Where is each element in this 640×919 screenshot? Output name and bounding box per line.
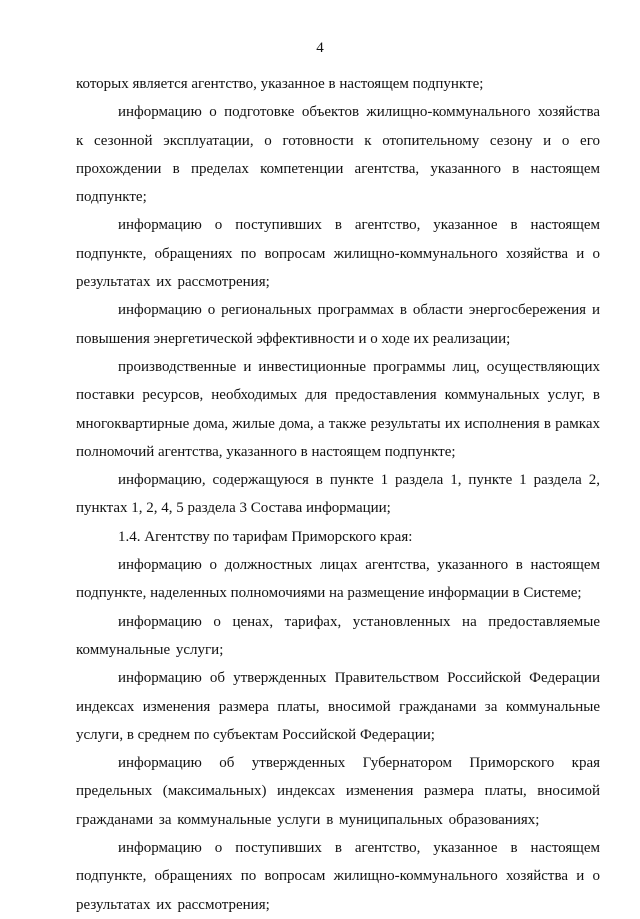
paragraph-governor-indices: информацию об утвержденных Губернатором Приморского края предельных (максимальных) индексах изменения размера платы, вносимой гражданами за коммунальные услуги в муниципальных образованиях;	[76, 755, 600, 828]
paragraph-seasonal-readiness: информацию о подготовке объектов жилищно-коммунального хозяйства к сезонной эксплуатации, о готовности к отопительному сезону и о его прохождении в пределах компетенции агентства, указанного в настоящем подпункте;	[76, 104, 600, 206]
document-body	[76, 70, 600, 919]
section-heading-1-4: 1.4. Агентству по тарифам Приморского края:	[118, 528, 413, 545]
paragraph-government-indices: информацию об утвержденных Правительством Российской Федерации индексах изменения размера платы, вносимой гражданами за коммунальные услуги, в среднем по субъектам Российской Федерации;	[76, 670, 600, 743]
paragraph-officials: информацию о должностных лицах агентства, указанного в настоящем подпункте, наделенных полномочиями на размещение информации в Системе;	[76, 557, 600, 602]
paragraph-investment-programs: производственные и инвестиционные программы лиц, осуществляющих поставки ресурсов, необходимых для предоставления коммунальных услуг, в многоквартирные дома, жилые дома, а также результаты их исполнения в рамках полномочий агентства, указанного в настоящем подпункте;	[76, 358, 600, 460]
paragraph-continuation: которых является агентство, указанное в настоящем подпункте;	[76, 76, 484, 92]
page-number: 4	[316, 40, 324, 56]
paragraph-information-content: информацию, содержащуюся в пункте 1 раздела 1, пункте 1 раздела 2, пунктах 1, 2, 4, 5 раздела 3 Состава информации;	[76, 472, 600, 517]
paragraph-tariffs: информацию о ценах, тарифах, установленных на предоставляемые коммунальные услуги;	[76, 613, 600, 658]
paragraph-appeals: информацию о поступивших в агентство, указанное в настоящем подпункте, обращениях по вопросам жилищно-коммунального хозяйства и о результатах их рассмотрения;	[76, 217, 600, 291]
paragraph-appeals-tariffs: информацию о поступивших в агентство, указанное в настоящем подпункте, обращениях по вопросам жилищно-коммунального хозяйства и о результатах их рассмотрения;	[76, 840, 600, 913]
paragraph-energy-programs: информацию о региональных программах в области энергосбережения и повышения энергетической эффективности и о ходе их реализации;	[76, 302, 600, 347]
